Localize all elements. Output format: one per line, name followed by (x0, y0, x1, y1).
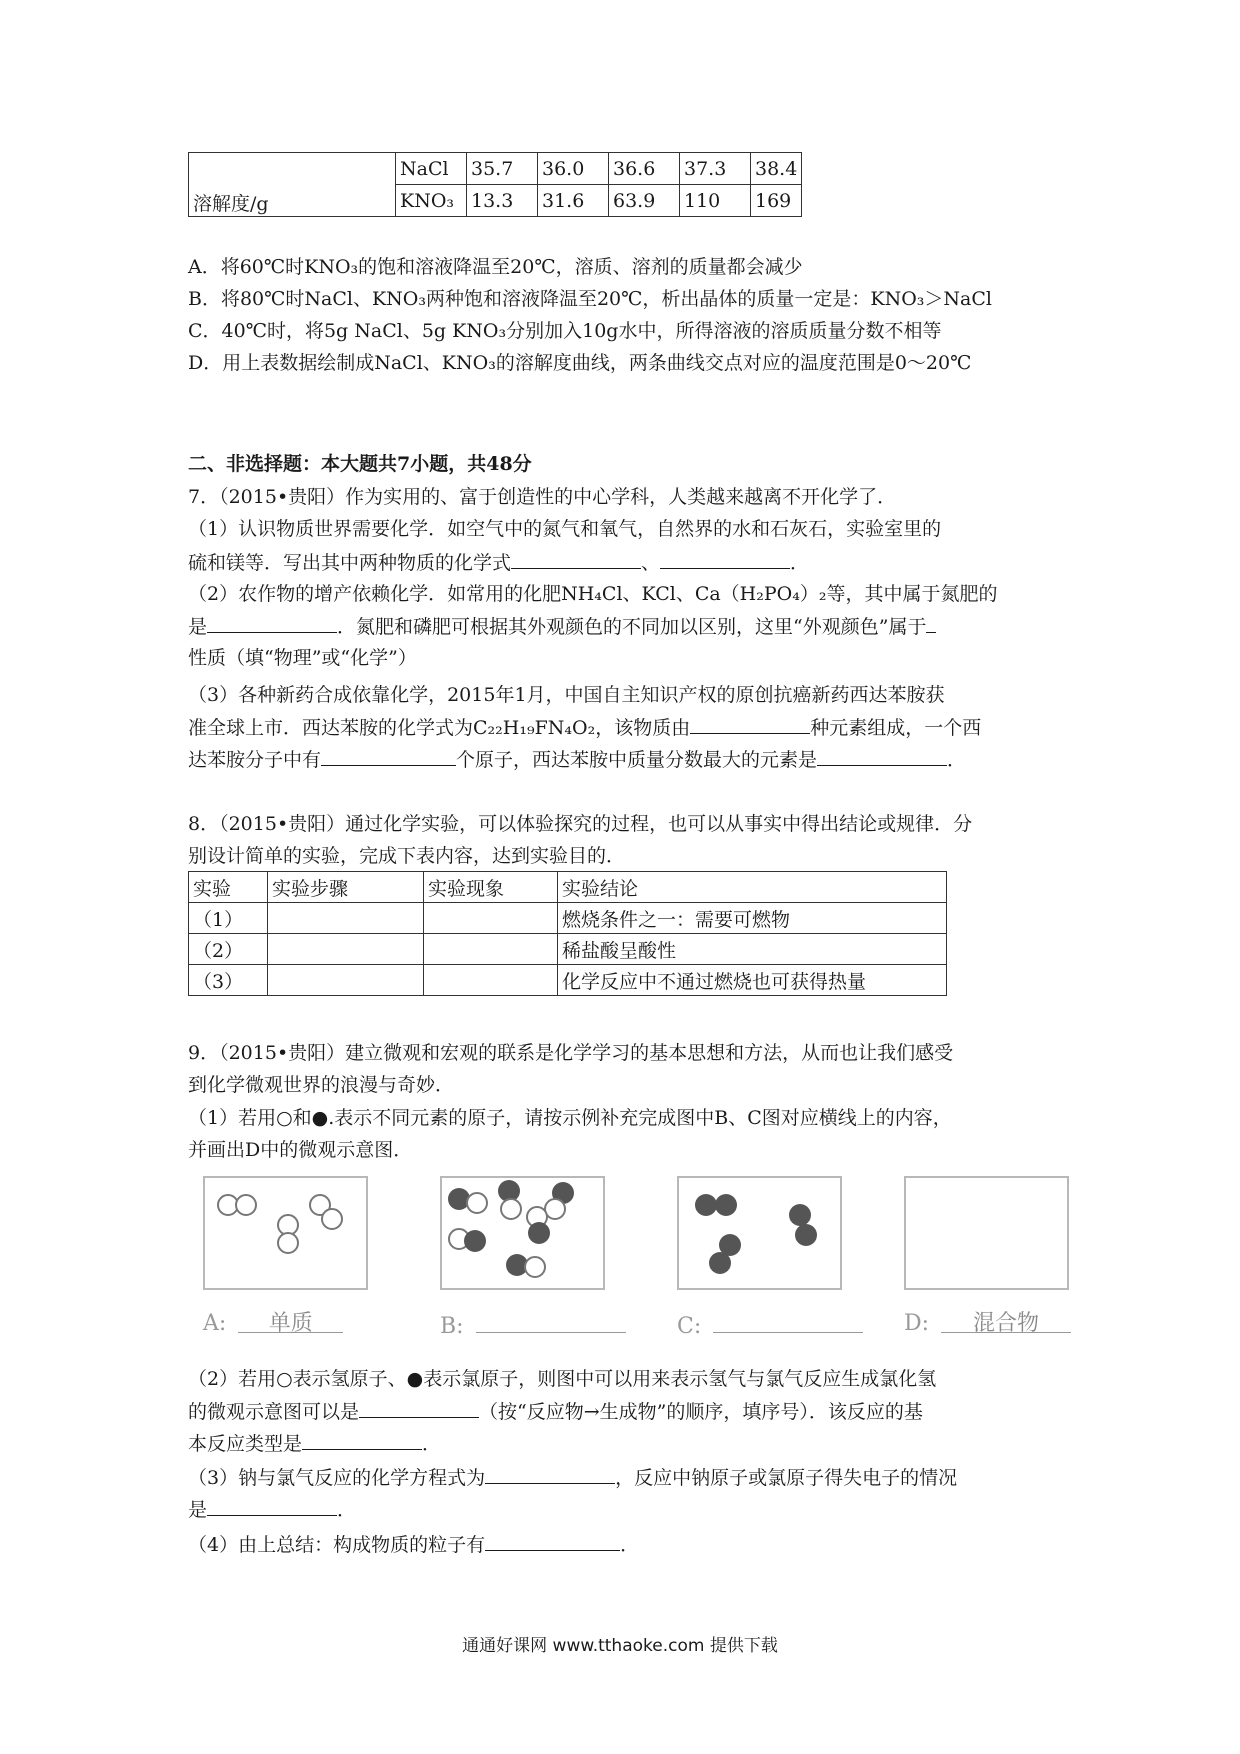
q7-part3-line2 (188, 713, 981, 742)
cell: （1） (189, 903, 268, 934)
text: （4）由上总结：构成物质的粒子有 (188, 1534, 486, 1556)
text: 、 (641, 552, 661, 574)
q7-part2-line2 (188, 612, 936, 641)
header-cell: 实验步骤 (268, 872, 424, 903)
experiment-table (188, 871, 947, 996)
cell: 燃烧条件之一：需要可燃物 (558, 903, 947, 934)
white-atom (500, 1198, 522, 1220)
header-cell: 实验结论 (558, 872, 947, 903)
q7-stem: 7．（2015•贵阳）作为实用的、富于创造性的中心学科，人类越来越离不开化学了． (188, 486, 897, 508)
value-cell: 37.3 (680, 153, 751, 185)
substance-cell: KNO₃ (396, 185, 467, 217)
diagram-box-b (440, 1176, 605, 1290)
caption-letter: C: (677, 1314, 702, 1339)
text: 种元素组成，一个西 (810, 717, 982, 739)
black-atom (709, 1252, 731, 1274)
substance-cell: NaCl (396, 153, 467, 185)
answer-blank[interactable] (926, 612, 936, 633)
option-b: B．将80℃时NaCl、KNO₃两种饱和溶液降温至20℃，析出晶体的质量一定是：KNO₃＞NaCl (188, 288, 992, 310)
q8-stem-line2: 别设计简单的实验，完成下表内容，达到实验目的． (188, 845, 626, 867)
q7-part3-line1: （3）各种新药合成依靠化学，2015年1月，中国自主知识产权的原创抗癌新药西达苯胺获 (188, 684, 945, 706)
phenomenon-cell[interactable] (424, 903, 558, 934)
caption-c (677, 1306, 863, 1339)
text: 是 (188, 616, 208, 638)
text: 本反应类型是 (188, 1433, 303, 1455)
white-atom (235, 1194, 257, 1216)
table-row (189, 965, 947, 996)
q9-part1-line2: 并画出D中的微观示意图． (188, 1139, 413, 1161)
caption-blank[interactable] (713, 1306, 863, 1333)
caption-letter: A: (203, 1311, 227, 1336)
text: ． (790, 552, 810, 574)
answer-blank[interactable] (302, 1429, 422, 1450)
diagram-box-c (677, 1176, 842, 1290)
white-atom (466, 1192, 488, 1214)
answer-blank[interactable] (485, 1463, 615, 1484)
text: （3）钠与氯气反应的化学方程式为 (188, 1467, 486, 1489)
header-cell: 实验现象 (424, 872, 558, 903)
value-cell: 38.4 (751, 153, 802, 185)
q7-part2-line1: （2）农作物的增产依赖化学．如常用的化肥NH₄Cl、KCl、Ca（H₂PO₄）₂等，其中属于氮肥的 (188, 583, 998, 605)
caption-a (203, 1306, 343, 1336)
text: 准全球上市．西达苯胺的化学式为C₂₂H₁₉FN₄O₂，该物质由 (188, 717, 691, 739)
page-footer: 通通好课网 www.tthaoke.com 提供下载 (462, 1636, 778, 1656)
value-cell: 110 (680, 185, 751, 217)
step-cell[interactable] (268, 903, 424, 934)
phenomenon-cell[interactable] (424, 934, 558, 965)
option-c: C．40℃时，将5g NaCl、5g KNO₃分别加入10g水中，所得溶液的溶质质量分数不相等 (188, 320, 942, 342)
text: 硫和镁等．写出其中两种物质的化学式 (188, 552, 512, 574)
header-cell: 实验 (189, 872, 268, 903)
black-atom (695, 1194, 717, 1216)
q9-part2-line1: （2）若用○表示氢原子、●表示氯原子，则图中可以用来表示氢气与氯气反应生成氯化氢 (188, 1368, 937, 1390)
black-atom (464, 1230, 486, 1252)
text: 个原子，西达苯胺中质量分数最大的元素是 (456, 749, 818, 771)
white-atom (277, 1232, 299, 1254)
white-atom (321, 1208, 343, 1230)
black-atom (715, 1194, 737, 1216)
cell: 稀盐酸呈酸性 (558, 934, 947, 965)
caption-d (904, 1306, 1071, 1336)
q9-stem-line1: 9．（2015•贵阳）建立微观和宏观的联系是化学学习的基本思想和方法，从而也让我们感受 (188, 1042, 954, 1064)
solubility-table (188, 152, 802, 217)
q9-stem-line2: 到化学微观世界的浪漫与奇妙． (188, 1074, 455, 1096)
white-atom (524, 1256, 546, 1278)
table-row (189, 153, 802, 185)
answer-blank[interactable] (690, 713, 810, 734)
q9-part2-line2 (188, 1397, 923, 1426)
cell: （2） (189, 934, 268, 965)
value-cell: 36.0 (538, 153, 609, 185)
value-cell: 13.3 (467, 185, 538, 217)
step-cell[interactable] (268, 934, 424, 965)
q7-part2-line3: 性质（填“物理”或“化学”） (188, 647, 417, 669)
option-a: A．将60℃时KNO₃的饱和溶液降温至20℃，溶质、溶剂的质量都会减少 (188, 256, 803, 278)
value-cell: 36.6 (609, 153, 680, 185)
answer-blank[interactable] (359, 1397, 479, 1418)
q9-part4 (188, 1530, 639, 1559)
text: ． (337, 1499, 357, 1521)
value-cell: 35.7 (467, 153, 538, 185)
caption-b (440, 1306, 626, 1339)
value-cell: 169 (751, 185, 802, 217)
text: 达苯胺分子中有 (188, 749, 322, 771)
row-label: 溶解度/g (189, 153, 396, 217)
value-cell: 63.9 (609, 185, 680, 217)
phenomenon-cell[interactable] (424, 965, 558, 996)
q7-part1-line1: （1）认识物质世界需要化学．如空气中的氮气和氧气，自然界的水和石灰石，实验室里的 (188, 518, 942, 540)
caption-blank[interactable] (476, 1306, 626, 1333)
table-row (189, 903, 947, 934)
q8-stem-line1: 8．（2015•贵阳）通过化学实验，可以体验探究的过程，也可以从事实中得出结论或规律．分 (188, 813, 973, 835)
step-cell[interactable] (268, 965, 424, 996)
caption-text: 混合物 (941, 1306, 1071, 1333)
q7-part1-line2 (188, 548, 809, 577)
value-cell: 31.6 (538, 185, 609, 217)
answer-blank[interactable] (207, 612, 337, 633)
text: ． (422, 1433, 442, 1455)
caption-text: 单质 (238, 1306, 343, 1333)
diagram-box-a (203, 1176, 368, 1290)
black-atom (789, 1204, 811, 1226)
answer-blank[interactable] (817, 745, 947, 766)
q9-part1-line1: （1）若用○和●.表示不同元素的原子，请按示例补充完成图中B、C图对应横线上的内容， (188, 1107, 952, 1129)
answer-blank[interactable] (207, 1495, 337, 1516)
caption-letter: B: (440, 1314, 464, 1339)
text: ． (620, 1534, 640, 1556)
black-atom (528, 1222, 550, 1244)
table-header-row (189, 872, 947, 903)
option-d: D．用上表数据绘制成NaCl、KNO₃的溶解度曲线，两条曲线交点对应的温度范围是0～20℃ (188, 352, 972, 374)
q7-part3-line3 (188, 745, 966, 774)
q9-part3-line1 (188, 1463, 957, 1492)
cell: 化学反应中不通过燃烧也可获得热量 (558, 965, 947, 996)
text: ． (947, 749, 967, 771)
answer-blank[interactable] (321, 745, 456, 766)
text: ．氮肥和磷肥可根据其外观颜色的不同加以区别，这里“外观颜色”属于 (337, 616, 927, 638)
q9-part2-line3 (188, 1429, 441, 1458)
answer-blank[interactable] (660, 548, 790, 569)
cell: （3） (189, 965, 268, 996)
section-heading: 二、非选择题：本大题共7小题，共48分 (188, 453, 532, 475)
q9-part3-line2 (188, 1495, 356, 1524)
black-atom (795, 1224, 817, 1246)
text: 的微观示意图可以是 (188, 1401, 360, 1423)
answer-blank[interactable] (485, 1530, 620, 1551)
table-row (189, 934, 947, 965)
answer-blank[interactable] (511, 548, 641, 569)
text: （按“反应物→生成物”的顺序，填序号）．该反应的基 (479, 1401, 923, 1423)
text: 是 (188, 1499, 208, 1521)
caption-letter: D: (904, 1311, 930, 1336)
text: ，反应中钠原子或氯原子得失电子的情况 (615, 1467, 958, 1489)
diagram-box-d[interactable] (904, 1176, 1069, 1290)
